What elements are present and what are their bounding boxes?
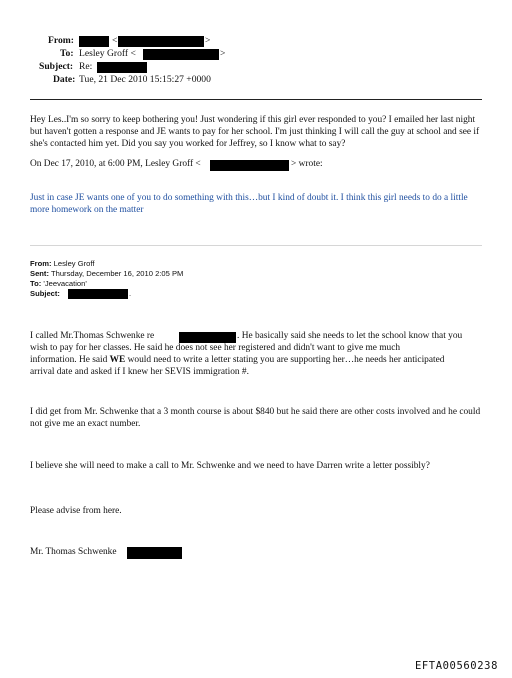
fwd-subject-tail: . (129, 289, 132, 298)
quote-divider (30, 245, 482, 246)
to-value: Lesley Groff < (79, 48, 136, 59)
from-lt: < (112, 35, 118, 46)
date-value: Tue, 21 Dec 2010 15:15:27 +0000 (79, 74, 211, 85)
subject-value: Re: (79, 61, 93, 72)
msg-signature: Mr. Thomas Schwenke (30, 547, 117, 557)
msg-p1-we: WE (109, 355, 126, 365)
quote-attribution: On Dec 17, 2010, at 6:00 PM, Lesley Groff < (30, 159, 201, 169)
msg-p1-start: I called Mr.Thomas Schwenke re (30, 331, 155, 341)
redaction-block (118, 36, 204, 47)
fwd-sent-label: Sent: (30, 269, 49, 278)
date-label: Date: (53, 74, 76, 85)
redaction-block (210, 160, 289, 171)
redaction-block (97, 62, 147, 73)
to-label: To: (60, 48, 74, 59)
fwd-to (30, 279, 87, 289)
fwd-sent (30, 269, 183, 279)
msg-p4: Please advise from here. (30, 506, 122, 516)
fwd-to-value: 'Jeevacation' (43, 279, 87, 288)
msg-p1-line1: . He basically said she needs to let the school know that you (237, 331, 463, 341)
msg-p3: I believe she will need to make a call to Mr. Schwenke and we need to have Darren write a letter possibly? (30, 461, 430, 471)
redaction-block (79, 36, 109, 47)
subject-label: Subject: (39, 61, 74, 72)
msg-p1-line3b: would need to write a letter stating you are supporting her…he needs her anticipated (125, 355, 445, 365)
msg-p1-line2: wish to pay for her classes. He said he does not see her registered and didn't want to give me much (30, 343, 401, 353)
fwd-from (30, 259, 94, 269)
redaction-block (127, 547, 182, 559)
to-gt: > (220, 48, 226, 59)
fwd-sent-value: Thursday, December 16, 2010 2:05 PM (50, 269, 184, 278)
redaction-block (143, 49, 219, 60)
msg-p1-line3a: information. He said (30, 355, 110, 365)
bates-number: EFTA00560238 (414, 660, 498, 672)
fwd-from-label: From: (30, 259, 52, 268)
from-label: From: (48, 35, 74, 46)
redaction-block (179, 332, 236, 343)
from-gt: > (205, 35, 211, 46)
msg-p1-line3 (30, 355, 444, 367)
fwd-subject-label: Subject: (30, 289, 60, 298)
reply-body: Hey Les..I'm so sorry to keep bothering you! Just wondering if this girl ever responded to you? I emailed her last night but haven't gotten a response and JE wants to pay for her school. I'm just thinking I will call the guy at school and see if she's contacted him yet. Did you say you worked for Jeffrey, so I know what to say? (30, 115, 480, 149)
msg-p2: I did get from Mr. Schwenke that a 3 month course is about $840 but he said there are other costs involved and he could not give me an exact number. (30, 407, 481, 429)
msg-p1-line4: arrival date and asked if I knew her SEVIS immigration #. (30, 367, 249, 377)
quoted-text: Just in case JE wants one of you to do something with this…but I kind of doubt it. I think this girl needs to do a little more homework on the matter (30, 193, 468, 215)
fwd-from-value: Lesley Groff (53, 259, 95, 268)
quote-attribution-end: > wrote: (291, 159, 323, 169)
fwd-subject (30, 289, 60, 299)
fwd-to-label: To: (30, 279, 42, 288)
header-divider (30, 99, 482, 100)
redaction-block (68, 289, 128, 299)
